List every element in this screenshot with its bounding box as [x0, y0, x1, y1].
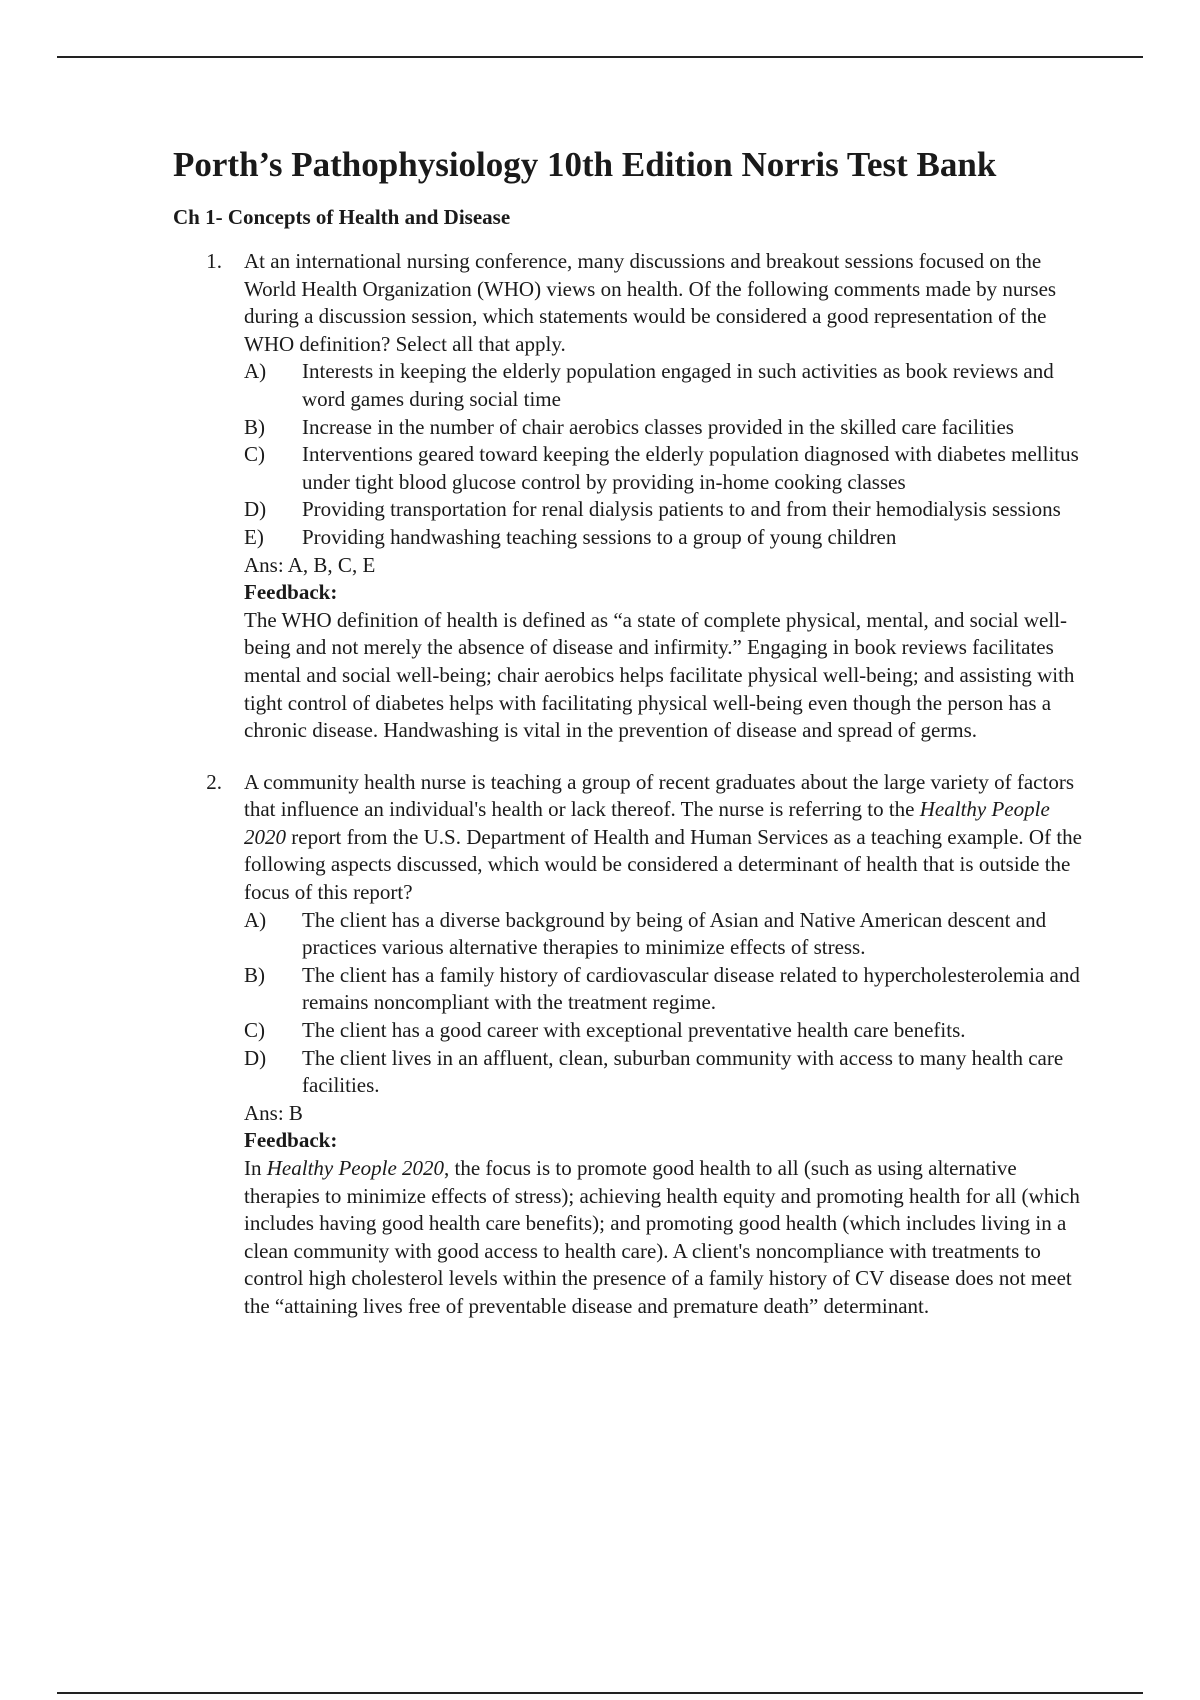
option-text: Providing handwashing teaching sessions to a group of young children [302, 524, 897, 549]
question-number: 2. [206, 769, 222, 794]
option-letter: E) [244, 524, 264, 549]
option-letter: B) [244, 962, 265, 987]
option-text: Increase in the number of chair aerobics classes provided in the skilled care facilities [302, 414, 1014, 439]
option-letter: C) [244, 442, 265, 467]
option-e [244, 524, 1083, 552]
feedback-segment: , the focus is to promote good health to all (such as using alternative therapies to minimize effects of stress); achieving health equity and promoting health for all (which includes having good health care benefits); and promoting good health (which includes living in a clean community with good access to health care). A client's noncompliance with treatments to control high cholesterol levels within the presence of a family history of CV disease does not meet the “attaining lives free of preventable disease and premature death” determinant. [244, 1156, 1080, 1318]
option-c [244, 1017, 1083, 1045]
option-letter: D) [244, 1045, 267, 1070]
report-title: Healthy People 2020 [266, 1156, 445, 1180]
bottom-rule [57, 1692, 1143, 1694]
option-text: Providing transportation for renal dialysis patients to and from their hemodialysis sessions [302, 497, 1061, 522]
stem-text: A community health nurse is teaching a group of recent graduates about the large variety of factors that influence an individual's health or lack thereof. The nurse is referring to the [244, 769, 1074, 822]
top-rule [57, 56, 1143, 58]
document-title: Porth’s Pathophysiology 10th Edition Norris Test Bank [173, 145, 997, 184]
stem-text: report from the U.S. Department of Health and Human Services as a teaching example. Of the following aspects discussed, which would be considered a determinant of health that is outside the focus of this report? [244, 824, 1082, 905]
option-letter: A) [244, 359, 267, 384]
document-page [173, 144, 1083, 1321]
option-text: The client has a good career with exceptional preventative health care benefits. [302, 1018, 966, 1043]
option-letter: A) [244, 907, 267, 932]
option-c [244, 441, 1083, 496]
option-b [244, 414, 1083, 442]
option-letter: D) [244, 497, 267, 522]
answer-line: Ans: A, B, C, E [244, 552, 376, 577]
question-2 [192, 769, 1083, 1321]
option-text: The client has a diverse background by being of Asian and Native American descent and practices various alternative therapies to minimize effects of stress. [302, 907, 1047, 960]
feedback-segment: In [244, 1156, 267, 1180]
option-letter: C) [244, 1018, 265, 1043]
question-stem [244, 769, 1083, 907]
option-text: The client has a family history of cardiovascular disease related to hypercholesterolemia and remains noncompliant with the treatment regime. [302, 962, 1080, 1015]
chapter-heading: Ch 1- Concepts of Health and Disease [173, 205, 511, 229]
report-title: Healthy People 2020 [244, 797, 1050, 849]
option-letter: B) [244, 414, 265, 439]
question-stem: At an international nursing conference, many discussions and breakout sessions focused on the World Health Organization (WHO) views on health. Of the following comments made by nurses during a discussion session, which statements would be considered a good representation of the WHO definition? Select all that apply. [244, 249, 1057, 356]
option-a [244, 358, 1083, 413]
option-a [244, 907, 1083, 962]
question-1 [192, 248, 1083, 745]
option-d [244, 496, 1083, 524]
feedback-label: Feedback: [244, 580, 338, 605]
feedback-label: Feedback: [244, 1128, 338, 1153]
option-b [244, 962, 1083, 1017]
answer-line: Ans: B [244, 1100, 303, 1125]
feedback-text: The WHO definition of health is defined as “a state of complete physical, mental, and social well-being and not merely the absence of disease and infirmity.” Engaging in book reviews facilitates mental and social well-being; chair aerobics helps facilitate physical well-being; and assisting with tight control of diabetes helps with facilitating physical well-being even though the person has a chronic disease. Handwashing is vital in the prevention of disease and spread of germs. [244, 607, 1075, 743]
feedback-text [244, 1155, 1083, 1321]
option-text: The client lives in an affluent, clean, suburban community with access to many health care facilities. [302, 1045, 1064, 1098]
option-text: Interventions geared toward keeping the elderly population diagnosed with diabetes mellitus under tight blood glucose control by providing in-home cooking classes [302, 442, 1079, 494]
option-text: Interests in keeping the elderly population engaged in such activities as book reviews and word games during social time [302, 359, 1054, 411]
question-number: 1. [206, 249, 222, 273]
option-d [244, 1045, 1083, 1100]
